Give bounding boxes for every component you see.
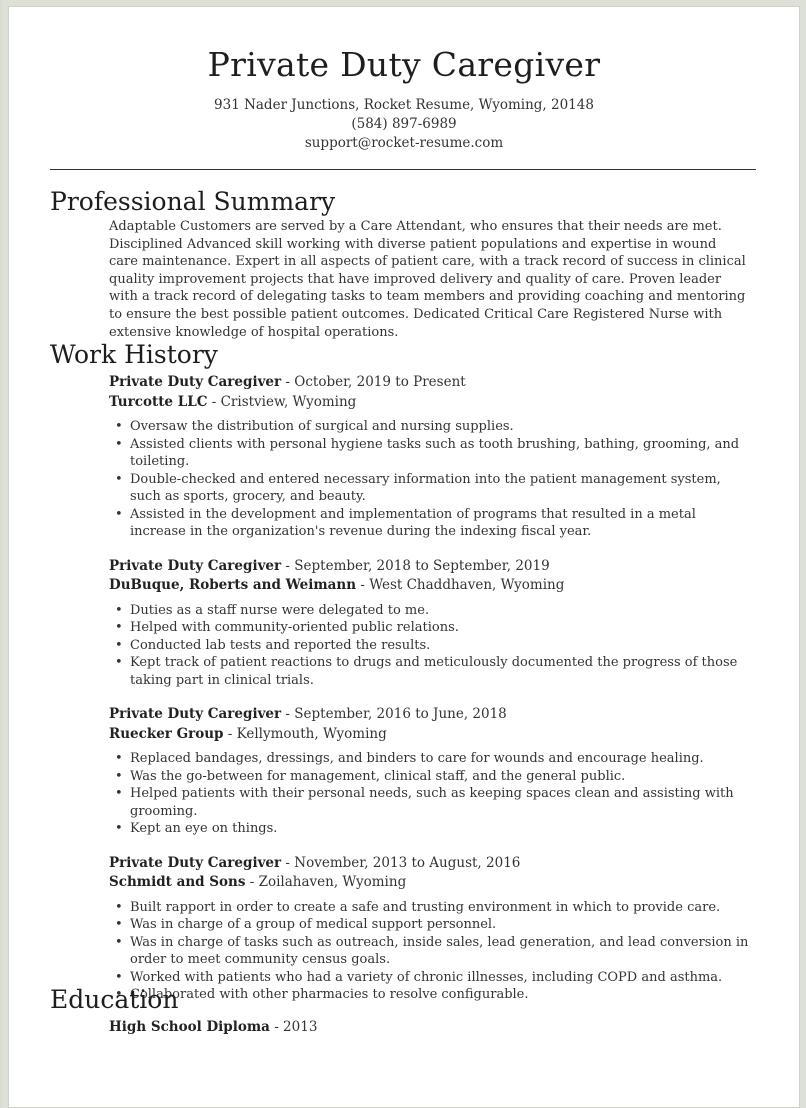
email: support@rocket-resume.com bbox=[304, 135, 504, 151]
job-title-line bbox=[109, 373, 749, 393]
job-company-line bbox=[109, 725, 749, 745]
duty-item: • Replaced bandages, dressings, and binders to care for wounds and encourage healing. bbox=[130, 750, 749, 768]
job-title-line bbox=[109, 705, 749, 725]
duty-item: • Helped patients with their personal needs, such as keeping spaces clean and assisting with grooming. bbox=[130, 785, 749, 820]
job-location: - Kellymouth, Wyoming bbox=[223, 725, 387, 742]
job-company-line bbox=[109, 576, 749, 596]
job-dates: - September, 2018 to September, 2019 bbox=[281, 557, 550, 574]
duty-item: • Kept an eye on things. bbox=[130, 820, 749, 838]
job-entry bbox=[109, 557, 749, 690]
resume-header bbox=[9, 7, 799, 153]
header-divider bbox=[50, 169, 756, 170]
duty-item: • Duties as a staff nurse were delegated to me. bbox=[130, 602, 749, 620]
job-role: Private Duty Caregiver bbox=[109, 557, 282, 574]
graduation-year: - 2013 bbox=[269, 1019, 318, 1035]
duty-item: • Was in charge of tasks such as outreach, inside sales, lead generation, and lead conversion in order to meet community census goals. bbox=[130, 934, 749, 969]
degree: High School Diploma bbox=[109, 1019, 270, 1035]
duty-item: • Worked with patients who had a variety of chronic illnesses, including COPD and asthma. bbox=[130, 969, 749, 987]
work-history-title: Work History bbox=[50, 340, 218, 369]
summary-section bbox=[50, 187, 760, 341]
duty-item: • Double-checked and entered necessary information into the patient management system, such as sports, grocery, and beauty. bbox=[130, 471, 749, 506]
education-entry bbox=[109, 1018, 749, 1038]
duty-item: • Assisted in the development and implementation of programs that resulted in a metal increase in the organization's revenue during the indexing fiscal year. bbox=[130, 506, 749, 541]
job-duties bbox=[109, 418, 749, 541]
duty-item: • Was in charge of a group of medical support personnel. bbox=[130, 916, 749, 934]
job-company: DuBuque, Roberts and Weimann bbox=[109, 577, 357, 593]
education-title: Education bbox=[50, 985, 179, 1014]
job-title-line bbox=[109, 854, 749, 874]
work-history-section bbox=[50, 340, 760, 1004]
job-company-line bbox=[109, 393, 749, 413]
duty-item: • Was the go-between for management, clinical staff, and the general public. bbox=[130, 768, 749, 786]
duty-item: • Oversaw the distribution of surgical and nursing supplies. bbox=[130, 418, 749, 436]
job-duties bbox=[109, 750, 749, 838]
summary-title: Professional Summary bbox=[50, 187, 336, 216]
job-company: Ruecker Group bbox=[109, 725, 224, 742]
candidate-name: Private Duty Caregiver bbox=[207, 45, 601, 84]
resume-page bbox=[8, 6, 800, 1108]
job-dates: - September, 2016 to June, 2018 bbox=[281, 706, 507, 722]
job-company-line bbox=[109, 873, 749, 893]
summary-text: Adaptable Customers are served by a Care Attendant, who ensures that their needs are met. Disciplined Advanced skill working with diverse patient populations and expertise in wound care maintenance. Expert in all aspects of patient care, with a track record of success in clinical quality improvement projects that have improved delivery and quality of care. Proven leader with a track record of delegating tasks to team members and providing coaching and mentoring to ensure the best possible patient outcomes. Dedicated Critical Care Registered Nurse with extensive knowledge of hospital operations. bbox=[109, 219, 746, 340]
job-company: Turcotte LLC bbox=[109, 393, 208, 410]
job-location: - West Chaddhaven, Wyoming bbox=[356, 577, 565, 593]
duty-item: • Assisted clients with personal hygiene tasks such as tooth brushing, bathing, grooming, and toileting. bbox=[130, 436, 749, 471]
job-location: - Cristview, Wyoming bbox=[207, 393, 357, 410]
job-role: Private Duty Caregiver bbox=[109, 706, 282, 722]
education-section bbox=[50, 985, 760, 1038]
address: 931 Nader Junctions, Rocket Resume, Wyoming, 20148 bbox=[214, 97, 594, 113]
job-title-line bbox=[109, 557, 749, 577]
job-role: Private Duty Caregiver bbox=[109, 854, 282, 871]
duty-item: • Collaborated with other pharmacies to resolve configurable. bbox=[130, 986, 749, 1004]
duty-item: • Helped with community-oriented public relations. bbox=[130, 619, 749, 637]
duty-item: • Conducted lab tests and reported the results. bbox=[130, 637, 749, 655]
job-entry bbox=[109, 854, 749, 1004]
job-role: Private Duty Caregiver bbox=[109, 374, 282, 390]
job-duties bbox=[109, 602, 749, 690]
phone: (584) 897-6989 bbox=[351, 116, 457, 132]
duty-item: • Kept track of patient reactions to drugs and meticulously documented the progress of those taking part in clinical trials. bbox=[130, 654, 749, 689]
job-entry bbox=[109, 705, 749, 838]
duty-item: • Built rapport in order to create a safe and trusting environment in which to provide care. bbox=[130, 899, 749, 917]
job-location: - Zoilahaven, Wyoming bbox=[245, 874, 407, 890]
job-dates: - November, 2013 to August, 2016 bbox=[281, 854, 521, 871]
job-company: Schmidt and Sons bbox=[109, 874, 246, 890]
job-dates: - October, 2019 to Present bbox=[281, 374, 466, 390]
job-entry bbox=[109, 373, 749, 541]
